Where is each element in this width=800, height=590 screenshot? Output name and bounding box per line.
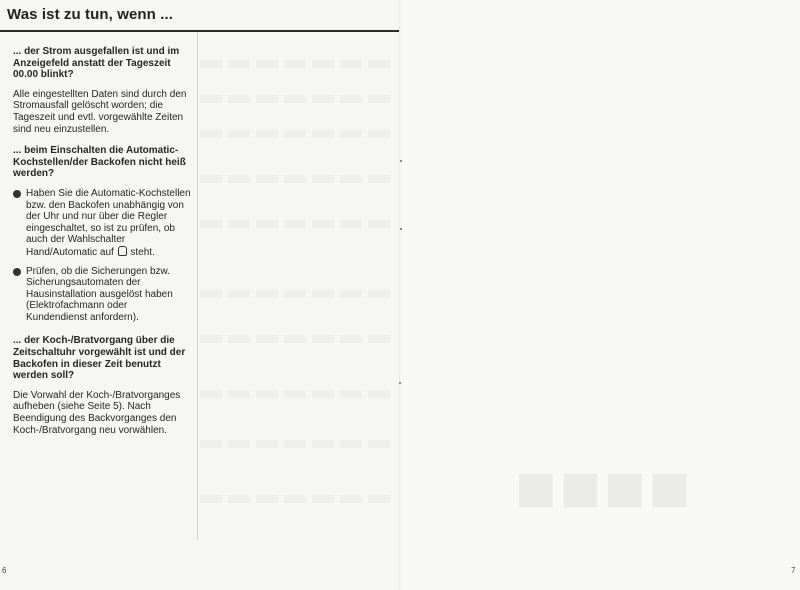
print-speck: [400, 228, 402, 230]
bleed-through-texture: [200, 130, 390, 138]
bleed-through-texture: [200, 390, 390, 398]
answer-paragraph: Alle eingestellten Daten sind durch den Stromausfall gelöscht worden; die Tageszeit und evtl. vorgewählte Zeiten sind neu einzustellen.: [13, 88, 187, 135]
bleed-through-texture: [200, 220, 390, 228]
answer-paragraph: Die Vorwahl der Koch-/Bratvorganges aufheben (siehe Seite 5). Nach Beendigung des Backvorganges den Koch-/Bratvorgang neu vorwählen.: [13, 389, 181, 436]
print-speck: [399, 382, 401, 384]
bleed-through-texture: [200, 335, 390, 343]
heading-rule: [0, 30, 400, 32]
bleed-through-texture: [200, 495, 390, 503]
column-divider: [197, 32, 198, 540]
bullet-dot-icon: [13, 190, 21, 198]
bullet-item: [13, 266, 191, 324]
print-speck: [400, 160, 402, 162]
bullet-text: steht.: [130, 246, 155, 258]
question-heading: ... beim Einschalten die Automatic-Kochstellen/der Backofen nicht heiß werden?: [13, 145, 186, 180]
bleed-through-logo: ■■■■: [515, 462, 694, 513]
bleed-through-texture: [200, 95, 390, 103]
bullet-text: Haben Sie die Automatic-Kochstellen bzw. den Backofen unabhängig von der Uhr und nur über die Regler eingeschaltet, so ist zu prüfen, ob auch der Wahlschalter Hand/Automatic auf: [26, 187, 191, 258]
bleed-through-texture: [200, 60, 390, 68]
page-number: 6: [2, 566, 7, 575]
question-heading: ... der Koch-/Bratvorgang über die Zeitschaltuhr vorgewählt ist und der Backofen in dieser Zeit benutzt werden soll?: [13, 335, 186, 382]
bleed-through-texture: [200, 440, 390, 448]
bleed-through-texture: [200, 290, 390, 298]
bullet-text: Prüfen, ob die Sicherungen bzw. Sicherungsautomaten der Hausinstallation ausgelöst haben (Elektrofachmann oder Kundendienst anfordern).: [26, 265, 173, 323]
question-heading: ... der Strom ausgefallen ist und im Anzeigefeld anstatt der Tageszeit 00.00 blinkt?: [13, 46, 180, 81]
page-number: 7: [791, 566, 796, 575]
bullet-dot-icon: [13, 268, 21, 276]
page-heading: Was ist zu tun, wenn ...: [7, 6, 174, 23]
troubleshooting-column: [13, 46, 191, 446]
bleed-through-texture: [200, 175, 390, 183]
bullet-item: [13, 188, 191, 259]
hand-icon: [118, 246, 127, 256]
